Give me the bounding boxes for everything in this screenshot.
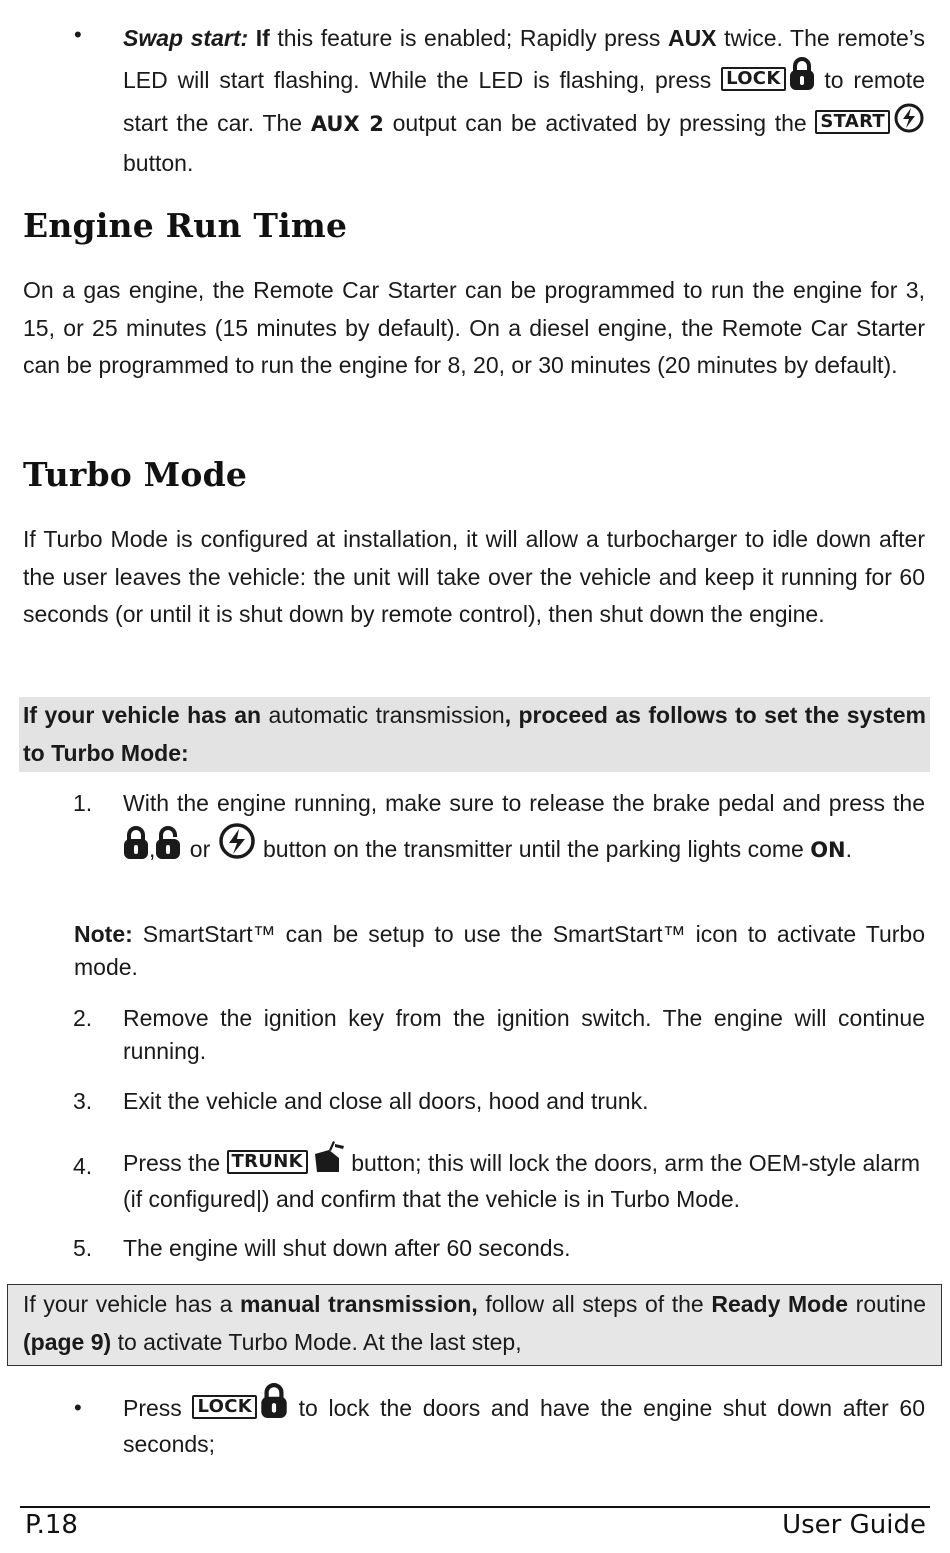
start-power-icon xyxy=(893,102,925,145)
aux-label: AUX xyxy=(667,25,717,51)
step-5-text: The engine will shut down after 60 seconds. xyxy=(123,1235,571,1261)
lock-key-label: LOCK xyxy=(192,1395,257,1419)
lock-icon xyxy=(123,826,149,871)
start-power-icon xyxy=(217,822,257,871)
engine-run-time-heading: Engine Run Time xyxy=(23,206,348,245)
step-number: 5. xyxy=(73,1235,93,1261)
on-label: ON xyxy=(810,838,846,862)
lock-bullet-text: Press LOCK to lock the doors and have the engine shut down after 60 seconds; xyxy=(123,1383,925,1461)
lock-icon xyxy=(260,1383,288,1428)
unlock-icon xyxy=(155,826,183,871)
turbo-mode-heading: Turbo Mode xyxy=(23,455,248,494)
step-number: 2. xyxy=(73,1005,93,1031)
swap-start-text: Swap start: If this feature is enabled; Rapidly press AUX twice. The remote’s LED will start flashing. While the LED is flashing, press LOCK to remote start the car. The AUX 2 output can be activated by pressing the START button. xyxy=(123,25,925,176)
bullet-dot: • xyxy=(74,22,82,47)
footer-divider xyxy=(20,1506,930,1508)
bullet-dot: • xyxy=(74,1395,82,1420)
start-key-label: START xyxy=(815,110,890,134)
step-1-text: With the engine running, make sure to release the brake pedal and press the , or button on the transmitter until the parking lights come ON. xyxy=(123,785,925,871)
step-4-text: Press the TRUNK button; this will lock the doors, arm the OEM-style alarm (if configured|) and confirm that the vehicle is in Turbo Mode. xyxy=(123,1140,925,1216)
step-2-text: Remove the ignition key from the ignition switch. The engine will continue running. xyxy=(123,1005,925,1064)
lock-key-label: LOCK xyxy=(721,67,786,91)
automatic-transmission-text: If your vehicle has an automatic transmission, proceed as follows to set the system to Turbo Mode: xyxy=(23,702,927,766)
swap-start-if: If xyxy=(255,25,270,51)
step-number: 3. xyxy=(73,1088,93,1114)
step-3-text: Exit the vehicle and close all doors, hood and trunk. xyxy=(123,1088,649,1114)
footer-title: User Guide xyxy=(782,1510,926,1540)
lock-icon xyxy=(789,57,815,102)
note-text: Note: SmartStart™ can be setup to use the SmartStart™ icon to activate Turbo mode. xyxy=(74,921,925,980)
engine-run-time-paragraph: On a gas engine, the Remote Car Starter can be programmed to run the engine for 3, 15, or 25 minutes (15 minutes by default). On a diesel engine, the Remote Car Starter can be programmed to run the engine for 8, 20, or 30 minutes (20 minutes by default). xyxy=(23,277,925,378)
note-label: Note: xyxy=(74,921,133,947)
manual-transmission-text: If your vehicle has a manual transmission, follow all steps of the Ready Mode routine (page 9) to activate Turbo Mode. At the last step, xyxy=(23,1291,926,1355)
turbo-mode-paragraph: If Turbo Mode is configured at installation, it will allow a turbocharger to idle down after the user leaves the vehicle: the unit will take over the vehicle and keep it running for 60 seconds (or until it is shut down by remote control), then shut down the engine. xyxy=(23,526,925,627)
aux2-label: AUX 2 xyxy=(310,112,384,136)
step-number: 4. xyxy=(73,1153,93,1179)
trunk-key-label: TRUNK xyxy=(227,1150,308,1174)
trunk-icon xyxy=(311,1140,345,1183)
page-reference: (page 9) xyxy=(23,1328,112,1355)
automatic-transmission-box xyxy=(19,697,930,772)
page-number: P.18 xyxy=(25,1510,78,1540)
step-number: 1. xyxy=(73,790,93,816)
swap-start-label: Swap start: xyxy=(123,25,249,51)
manual-transmission-box xyxy=(7,1284,942,1366)
